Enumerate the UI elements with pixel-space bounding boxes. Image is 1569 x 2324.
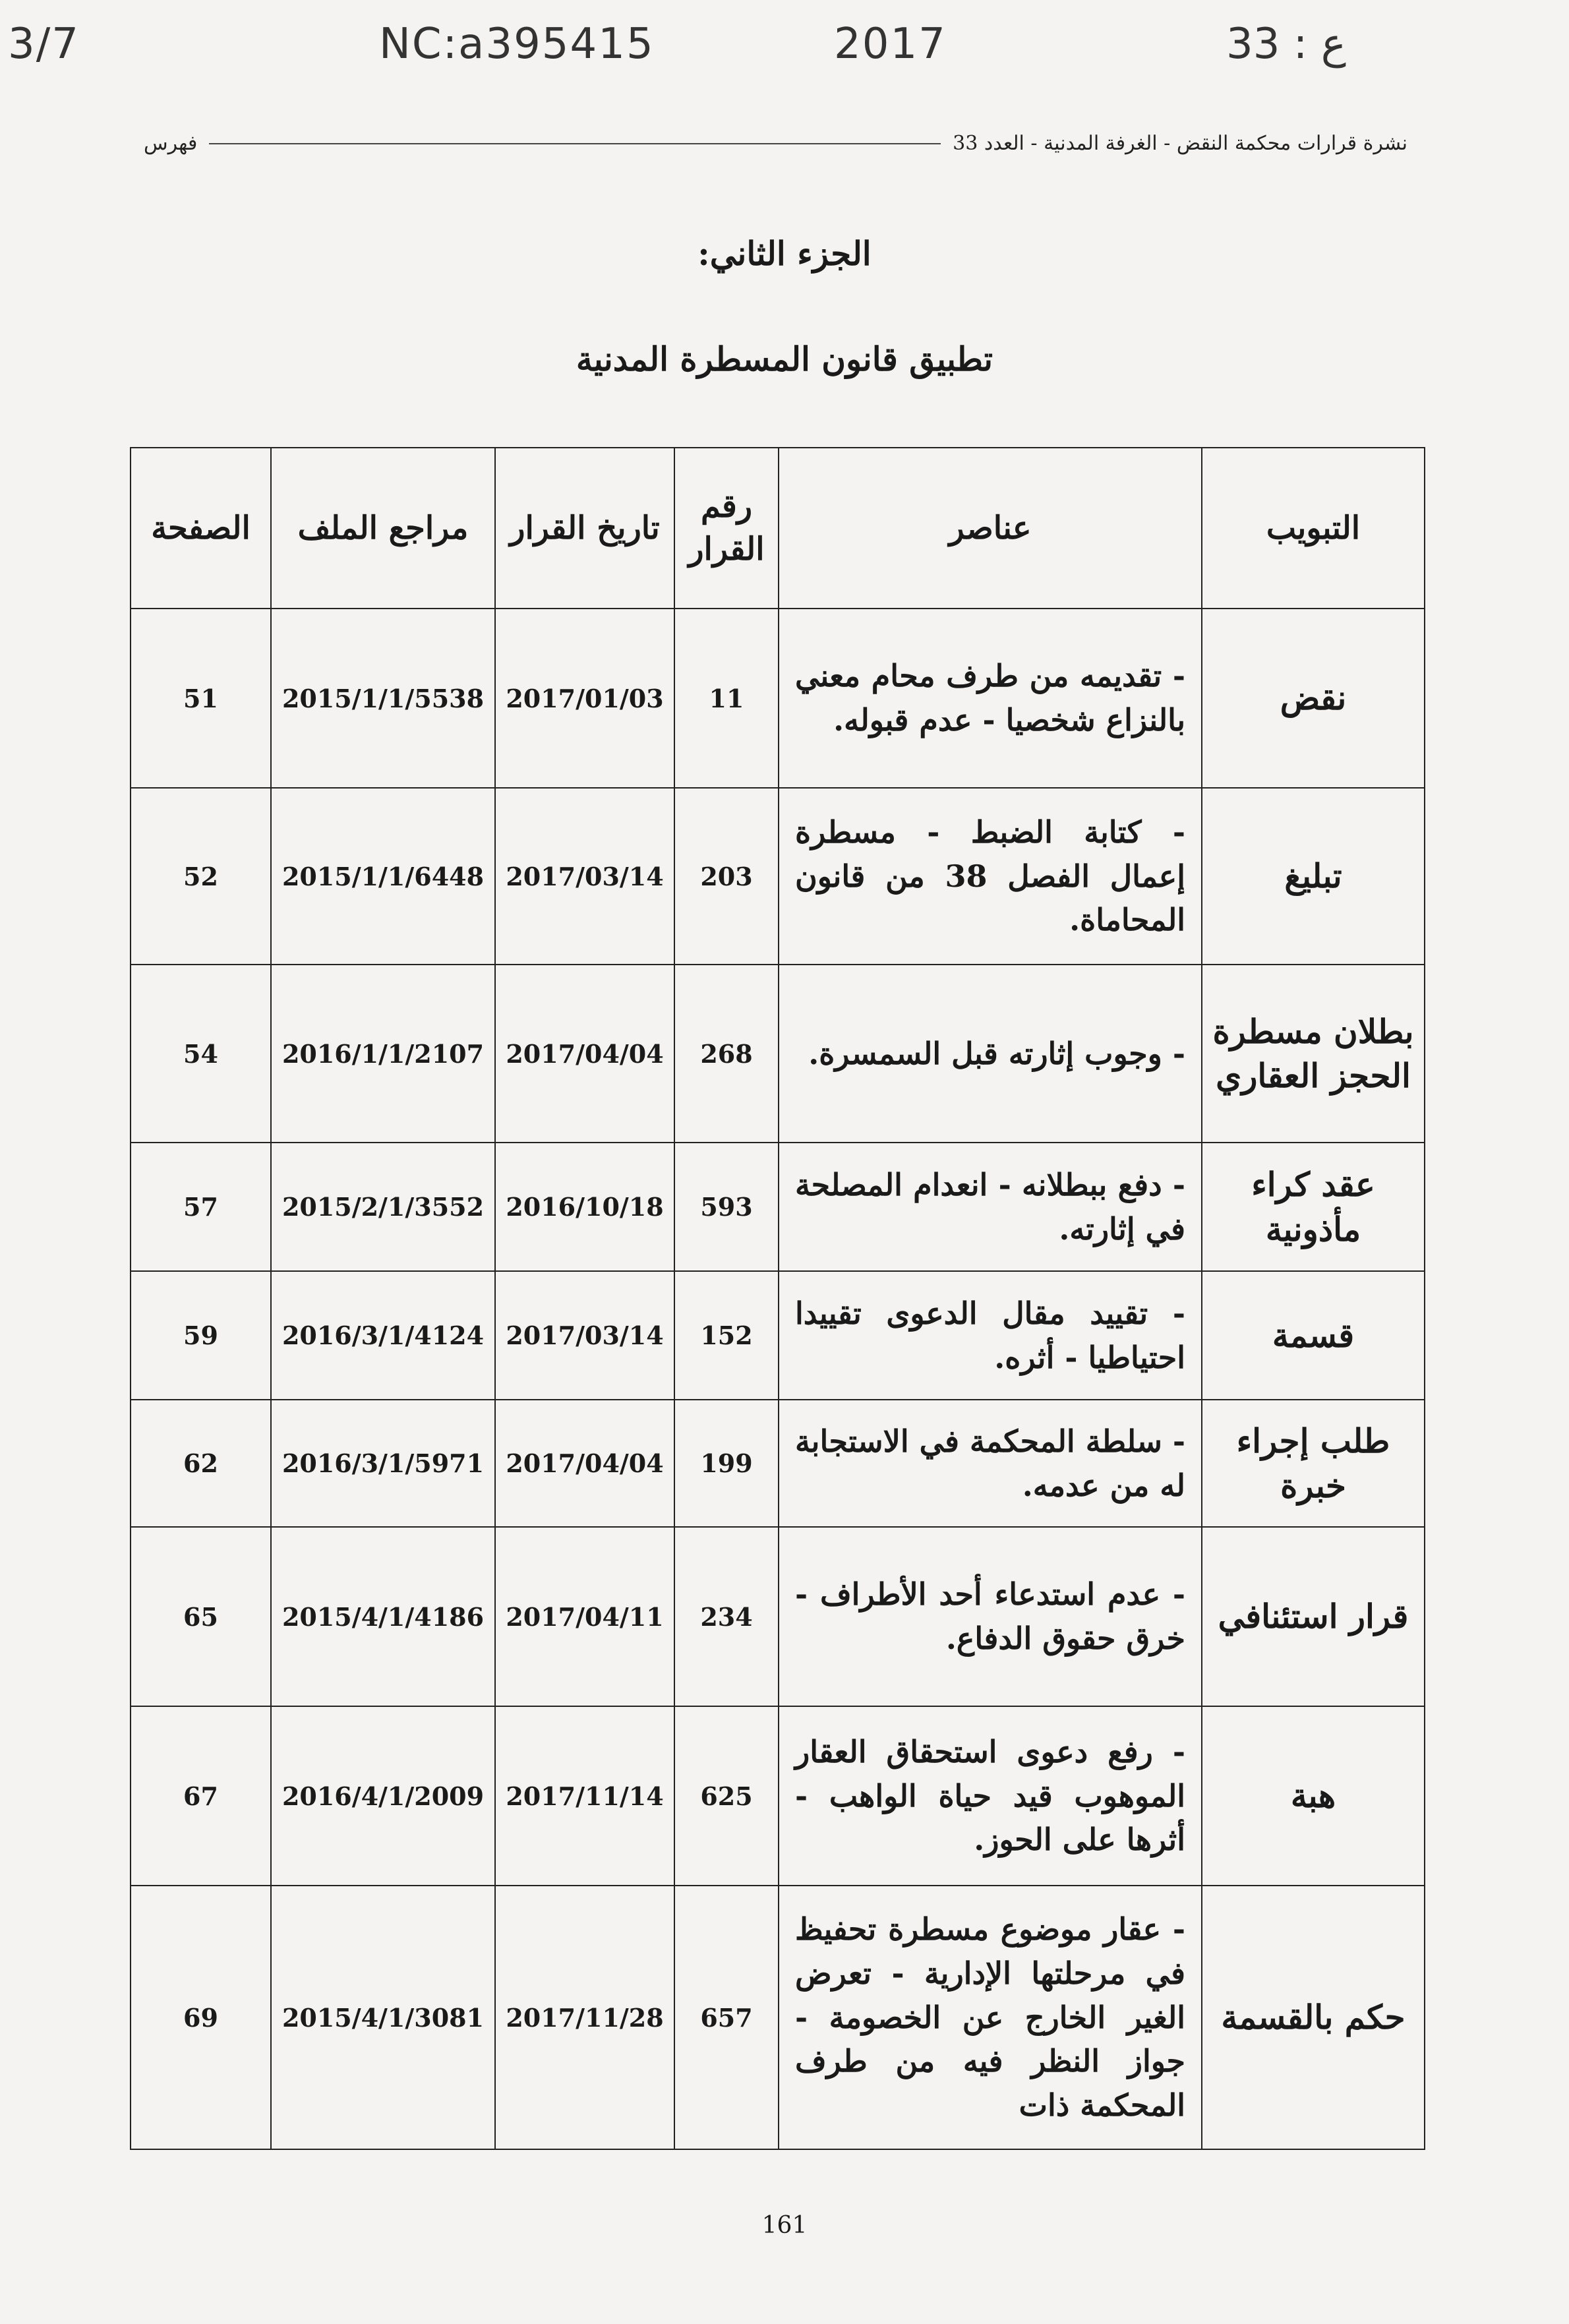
handwritten-year: 2017 xyxy=(834,20,947,69)
table-row xyxy=(131,965,1425,1143)
cell-elements: - رفع دعوى استحقاق العقار الموهوب قيد حياة الواهب - أثرها على الحوز. xyxy=(779,1706,1202,1886)
cell-file-ref: 2015/2/1/3552 xyxy=(271,1143,495,1271)
table-header-row xyxy=(131,448,1425,609)
cell-topic: طلب إجراء خبرة xyxy=(1202,1400,1425,1527)
table-row xyxy=(131,1706,1425,1886)
cell-elements: - كتابة الضبط - مسطرة إعمال الفصل 38 من قانون المحاماة. xyxy=(779,788,1202,965)
header-page: الصفحة xyxy=(131,448,271,609)
header-file-ref: مراجع الملف xyxy=(271,448,495,609)
header-topic: التبويب xyxy=(1202,448,1425,609)
cell-page: 59 xyxy=(131,1271,271,1400)
cell-elements: - عدم استدعاء أحد الأطراف - خرق حقوق الدفاع. xyxy=(779,1527,1202,1706)
cell-file-ref: 2015/1/1/5538 xyxy=(271,609,495,788)
cell-topic: تبليغ xyxy=(1202,788,1425,965)
cell-decision-no: 657 xyxy=(674,1886,779,2149)
cell-decision-date: 2017/01/03 xyxy=(495,609,674,788)
cell-decision-date: 2017/04/04 xyxy=(495,965,674,1143)
cell-topic: هبة xyxy=(1202,1706,1425,1886)
cell-decision-date: 2016/10/18 xyxy=(495,1143,674,1271)
cell-decision-date: 2017/03/14 xyxy=(495,788,674,965)
cell-elements: - دفع ببطلانه - انعدام المصلحة في إثارته. xyxy=(779,1143,1202,1271)
part-title: الجزء الثاني: xyxy=(697,234,872,273)
table-row xyxy=(131,1886,1425,2149)
table-row xyxy=(131,1271,1425,1400)
cell-file-ref: 2015/1/1/6448 xyxy=(271,788,495,965)
table-row xyxy=(131,1400,1425,1527)
cell-file-ref: 2016/4/1/2009 xyxy=(271,1706,495,1886)
cell-decision-no: 593 xyxy=(674,1143,779,1271)
cell-elements: - تقييد مقال الدعوى تقييدا احتياطيا - أثره. xyxy=(779,1271,1202,1400)
cell-decision-date: 2017/04/04 xyxy=(495,1400,674,1527)
cell-decision-no: 152 xyxy=(674,1271,779,1400)
cell-page: 62 xyxy=(131,1400,271,1527)
cell-decision-date: 2017/04/11 xyxy=(495,1527,674,1706)
cell-decision-no: 199 xyxy=(674,1400,779,1527)
cell-decision-no: 268 xyxy=(674,965,779,1143)
cell-decision-no: 625 xyxy=(674,1706,779,1886)
handwritten-reference: NC:a395415 xyxy=(379,20,655,69)
cell-page: 67 xyxy=(131,1706,271,1886)
cell-file-ref: 2015/4/1/4186 xyxy=(271,1527,495,1706)
cell-topic: بطلان مسطرة الحجز العقاري xyxy=(1202,965,1425,1143)
page-number: 161 xyxy=(761,2212,808,2239)
cell-topic: نقض xyxy=(1202,609,1425,788)
cell-elements: - عقار موضوع مسطرة تحفيظ في مرحلتها الإدارية - تعرض الغير الخارج عن الخصومة - جواز النظر فيه من طرف المحكمة ذات xyxy=(779,1886,1202,2149)
cell-elements: - تقديمه من طرف محام معني بالنزاع شخصيا - عدم قبوله. xyxy=(779,609,1202,788)
cell-topic: حكم بالقسمة xyxy=(1202,1886,1425,2149)
section-title: تطبيق قانون المسطرة المدنية xyxy=(576,340,993,378)
cell-elements: - وجوب إثارته قبل السمسرة. xyxy=(779,965,1202,1143)
header-decision-no: رقم القرار xyxy=(674,448,779,609)
cell-file-ref: 2016/3/1/4124 xyxy=(271,1271,495,1400)
cell-page: 52 xyxy=(131,788,271,965)
cell-topic: عقد كراء مأذونية xyxy=(1202,1143,1425,1271)
handwritten-page-count: 3/7 xyxy=(8,20,80,69)
header-rule xyxy=(209,143,941,144)
header-decision-date: تاريخ القرار xyxy=(495,448,674,609)
cell-elements: - سلطة المحكمة في الاستجابة له من عدمه. xyxy=(779,1400,1202,1527)
table-row xyxy=(131,1527,1425,1706)
cell-decision-date: 2017/11/28 xyxy=(495,1886,674,2149)
cell-topic: قرار استئنافي xyxy=(1202,1527,1425,1706)
cell-decision-date: 2017/11/14 xyxy=(495,1706,674,1886)
cell-page: 54 xyxy=(131,965,271,1143)
cell-page: 57 xyxy=(131,1143,271,1271)
header-section: فهرس xyxy=(144,132,198,155)
cell-page: 69 xyxy=(131,1886,271,2149)
cell-decision-no: 234 xyxy=(674,1527,779,1706)
handwritten-issue: 33 : ع xyxy=(1226,20,1346,69)
cell-file-ref: 2016/1/1/2107 xyxy=(271,965,495,1143)
table-row xyxy=(131,788,1425,965)
table-row xyxy=(131,1143,1425,1271)
cell-topic: قسمة xyxy=(1202,1271,1425,1400)
cell-page: 65 xyxy=(131,1527,271,1706)
cell-file-ref: 2015/4/1/3081 xyxy=(271,1886,495,2149)
index-table xyxy=(130,447,1425,2150)
header-title: نشرة قرارات محكمة النقض - الغرفة المدنية - العدد 33 xyxy=(953,132,1407,155)
running-header xyxy=(144,132,1407,155)
header-elements: عناصر xyxy=(779,448,1202,609)
cell-file-ref: 2016/3/1/5971 xyxy=(271,1400,495,1527)
cell-decision-no: 11 xyxy=(674,609,779,788)
cell-decision-no: 203 xyxy=(674,788,779,965)
table-row xyxy=(131,609,1425,788)
cell-page: 51 xyxy=(131,609,271,788)
cell-decision-date: 2017/03/14 xyxy=(495,1271,674,1400)
